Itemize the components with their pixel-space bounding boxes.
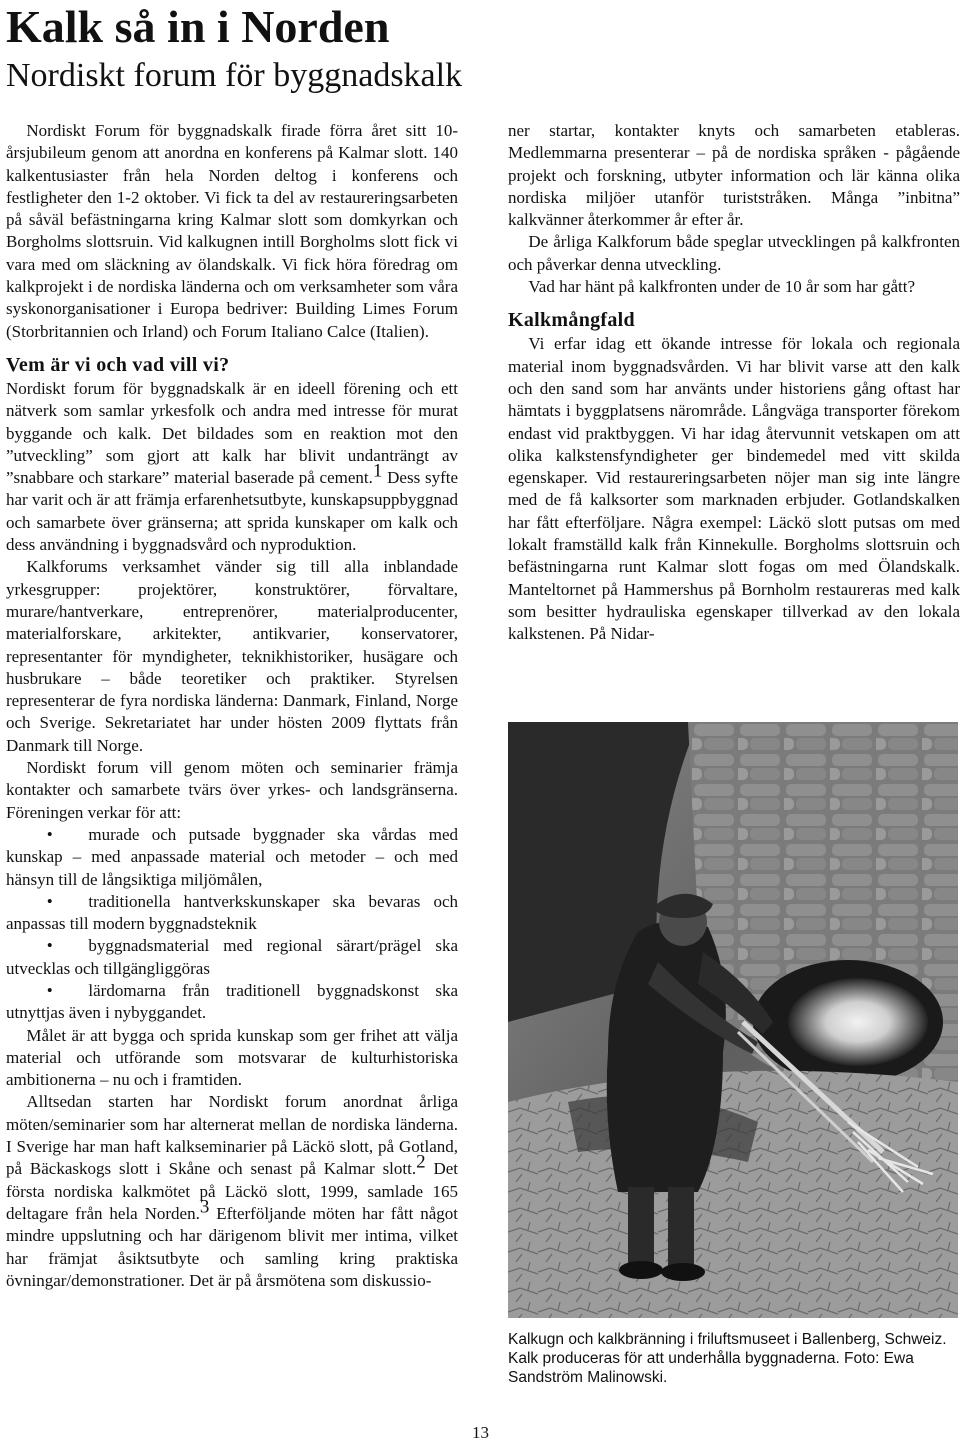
body-paragraph-5-text-a: Alltsedan starten har Nordiskt forum anordnat årliga möten/seminarier som har alternerat mellan de nordiska länderna. I Sverige har man haft kalkseminarier på Läckö slott, på Gotland, på Bäckaskogs slott i Skåne och senast på Kalmar slott.	[6, 1092, 458, 1179]
photo-caption: Kalkugn och kalkbränning i friluftsmuseet i Ballenberg, Schweiz. Kalk produceras för att underhålla byggnaderna. Foto: Ewa Sandström Malinowski.	[508, 1331, 947, 1386]
body-paragraph-1	[6, 378, 458, 556]
body-paragraph-1-text-a: Nordiskt forum för byggnadskalk är en ideell förening och ett nätverk som samlar yrkesfolk och andra med intresse för murat byggande och kalk. Det bildades som en reaktion mot den ”utveckling” som gjort att kalk har blivit undanträngt av ”snabbare och starkare” material baserade på cement.	[6, 378, 458, 488]
article-title: Kalk så in i Norden	[6, 1, 390, 52]
bullet-list	[6, 824, 458, 1025]
right-paragraph-4: Vi erfar idag ett ökande intresse för lokala och regionala material inom byggnadsvården. Vi har blivit varse att den kalk och den sand som har använts under historiens gång oftast har hämtats i byggplatsens närområde. Långväga transporter förekom endast vid praktbyggen. Vi har idag återvunnit vetskapen om att olika kalkstensfyndigheter ger bindemedel med vitt skilda egenskaper. Vid restaureringsarbeten nöjer man sig inte längre med de få kalksorter som marknaden erbjuder. Gotlandskalken har fått efterföljare. Några exempel: Läckö slott putsas om med lokalt framställd kalk från Kinnekulle. Borgholms slottsruin och befästningarna runt Kalmar slott fogas om med Ölandskalk. Manteltornet på Hammershus på Bornholm restaureras med kalk som besitter hydrauliska egenskaper tillverkad av den lokala kalkstenen. På Nidar-	[508, 334, 960, 644]
kiln-photo	[508, 722, 958, 1318]
bullet-text: lärdomarna från traditionell byggnadskonst ska utnyttjas även i nybyggandet.	[6, 980, 458, 1023]
body-paragraph-5-text-b: Det första nordiska kalkmötet på Läckö slott, 1999, samlade 165 deltagare från hela Norden.	[6, 1159, 459, 1223]
body-paragraph-5	[6, 1091, 458, 1292]
right-paragraph-2: De årliga Kalkforum både speglar utvecklingen på kalkfronten och påverkar denna utveckling.	[508, 232, 960, 274]
bullet-text: byggnadsmaterial med regional särart/prägel ska utvecklas och tillgängliggöras	[6, 936, 458, 978]
body-paragraph-1-text-b: Dess syfte har varit och är att främja erfarenhetsutbyte, kunskapsuppbyggnad och samarbete över gränserna; att sprida kunskaper om kalk och dess användning i byggnadsvård och nyproduktion.	[6, 468, 458, 555]
bullet-symbol: •	[46, 980, 53, 1000]
right-paragraph-1: ner startar, kontakter knyts och samarbeten etableras. Medlemmarna presenterar – på de nordiska språken - pågående projekt och forskning, utbyter information och lär känna olika nordiska miljöer utanför turiststråken. Många ”inbitna” kalkvänner återkommer år efter år.	[508, 121, 960, 230]
bullet-symbol: •	[46, 936, 53, 956]
body-paragraph-5-text-c: Efterföljande möten har fått något mindre uppslutning och har därigenom blivit mer intima, vilket har främjat åsiktsutbyte och samling kring praktiska övningar/demonstrationer. Det är på årsmötena som diskussio-	[6, 1203, 458, 1290]
bullet-symbol: •	[46, 891, 53, 911]
section-heading-who-are-we: Vem är vi och vad vill vi?	[6, 353, 230, 376]
footnote-ref-3[interactable]: 3	[199, 1196, 210, 1218]
article-subtitle: Nordiskt forum för byggnadskalk	[6, 57, 463, 94]
bullet-text: traditionella hantverkskunskaper ska bevaras och anpassas till modern byggnadsteknik	[6, 891, 458, 934]
footnote-ref-1[interactable]: 1	[372, 460, 383, 482]
bullet-text: murade och putsade byggnader ska vårdas med kunskap – med anpassade material och metoder – och med hänsyn till de långsiktiga miljömålen,	[6, 824, 458, 889]
bullet-item	[6, 891, 458, 936]
page-number: 13	[472, 1423, 489, 1442]
body-paragraph-2: Kalkforums verksamhet vänder sig till alla inblandade yrkesgrupper: projektörer, konstruktörer, förvaltare, murare/hantverkare, entreprenörer, materialproducenter, materialforskare, arkitekter, antikvarier, konservatorer, representanter för myndigheter, teknikhistoriker, husägare och husbrukare – både teoretiker och praktiker. Styrelsen representerar de fyra nordiska länderna: Danmark, Finland, Norge och Sverige. Sekretariatet har under hösten 2009 flyttats från Danmark till Norge.	[6, 557, 458, 755]
bullet-symbol: •	[46, 824, 53, 844]
intro-paragraph: Nordiskt Forum för byggnadskalk firade förra året sitt 10-årsjubileum genom att anordna en konferens på Kalmar slott. 140 kalkentusiaster från hela Norden deltog i konferens och festligheter den 1-2 oktober. Vi fick ta del av restaureringsarbeten på såväl befästningarna kring Kalmar slott som domkyrkan och Borgholms slottsruin. Vid kalkugnen intill Borgholms slott fick vi vara med om släckning av ölandskalk. Vi fick höra föredrag om kalkprojekt i de nordiska länderna och om verksamheter som våra syskonorganisationer i Europa bedriver: Building Limes Forum (Storbritannien och Irland) och Forum Italiano Calce (Italien).	[6, 121, 458, 341]
body-paragraph-3: Nordiskt forum vill genom möten och seminarier främja kontakter och samarbete tvärs över yrkes- och landsgränserna. Föreningen verkar för att:	[6, 758, 458, 822]
right-paragraph-3: Vad har hänt på kalkfronten under de 10 år som har gått?	[528, 277, 915, 297]
bullet-item	[6, 935, 458, 980]
section-heading-kalkmangfald: Kalkmångfald	[508, 309, 635, 332]
bullet-item	[6, 980, 458, 1025]
body-paragraph-4: Målet är att bygga och sprida kunskap som ger frihet att välja material och utförande som motsvarar de kulturhistoriska ambitionerna – nu och i framtiden.	[6, 1025, 458, 1090]
right-column	[508, 120, 960, 646]
bullet-item	[6, 824, 458, 891]
left-column	[6, 120, 458, 1292]
kiln-photo-illustration	[508, 722, 958, 1318]
footnote-ref-2[interactable]: 2	[416, 1151, 426, 1173]
